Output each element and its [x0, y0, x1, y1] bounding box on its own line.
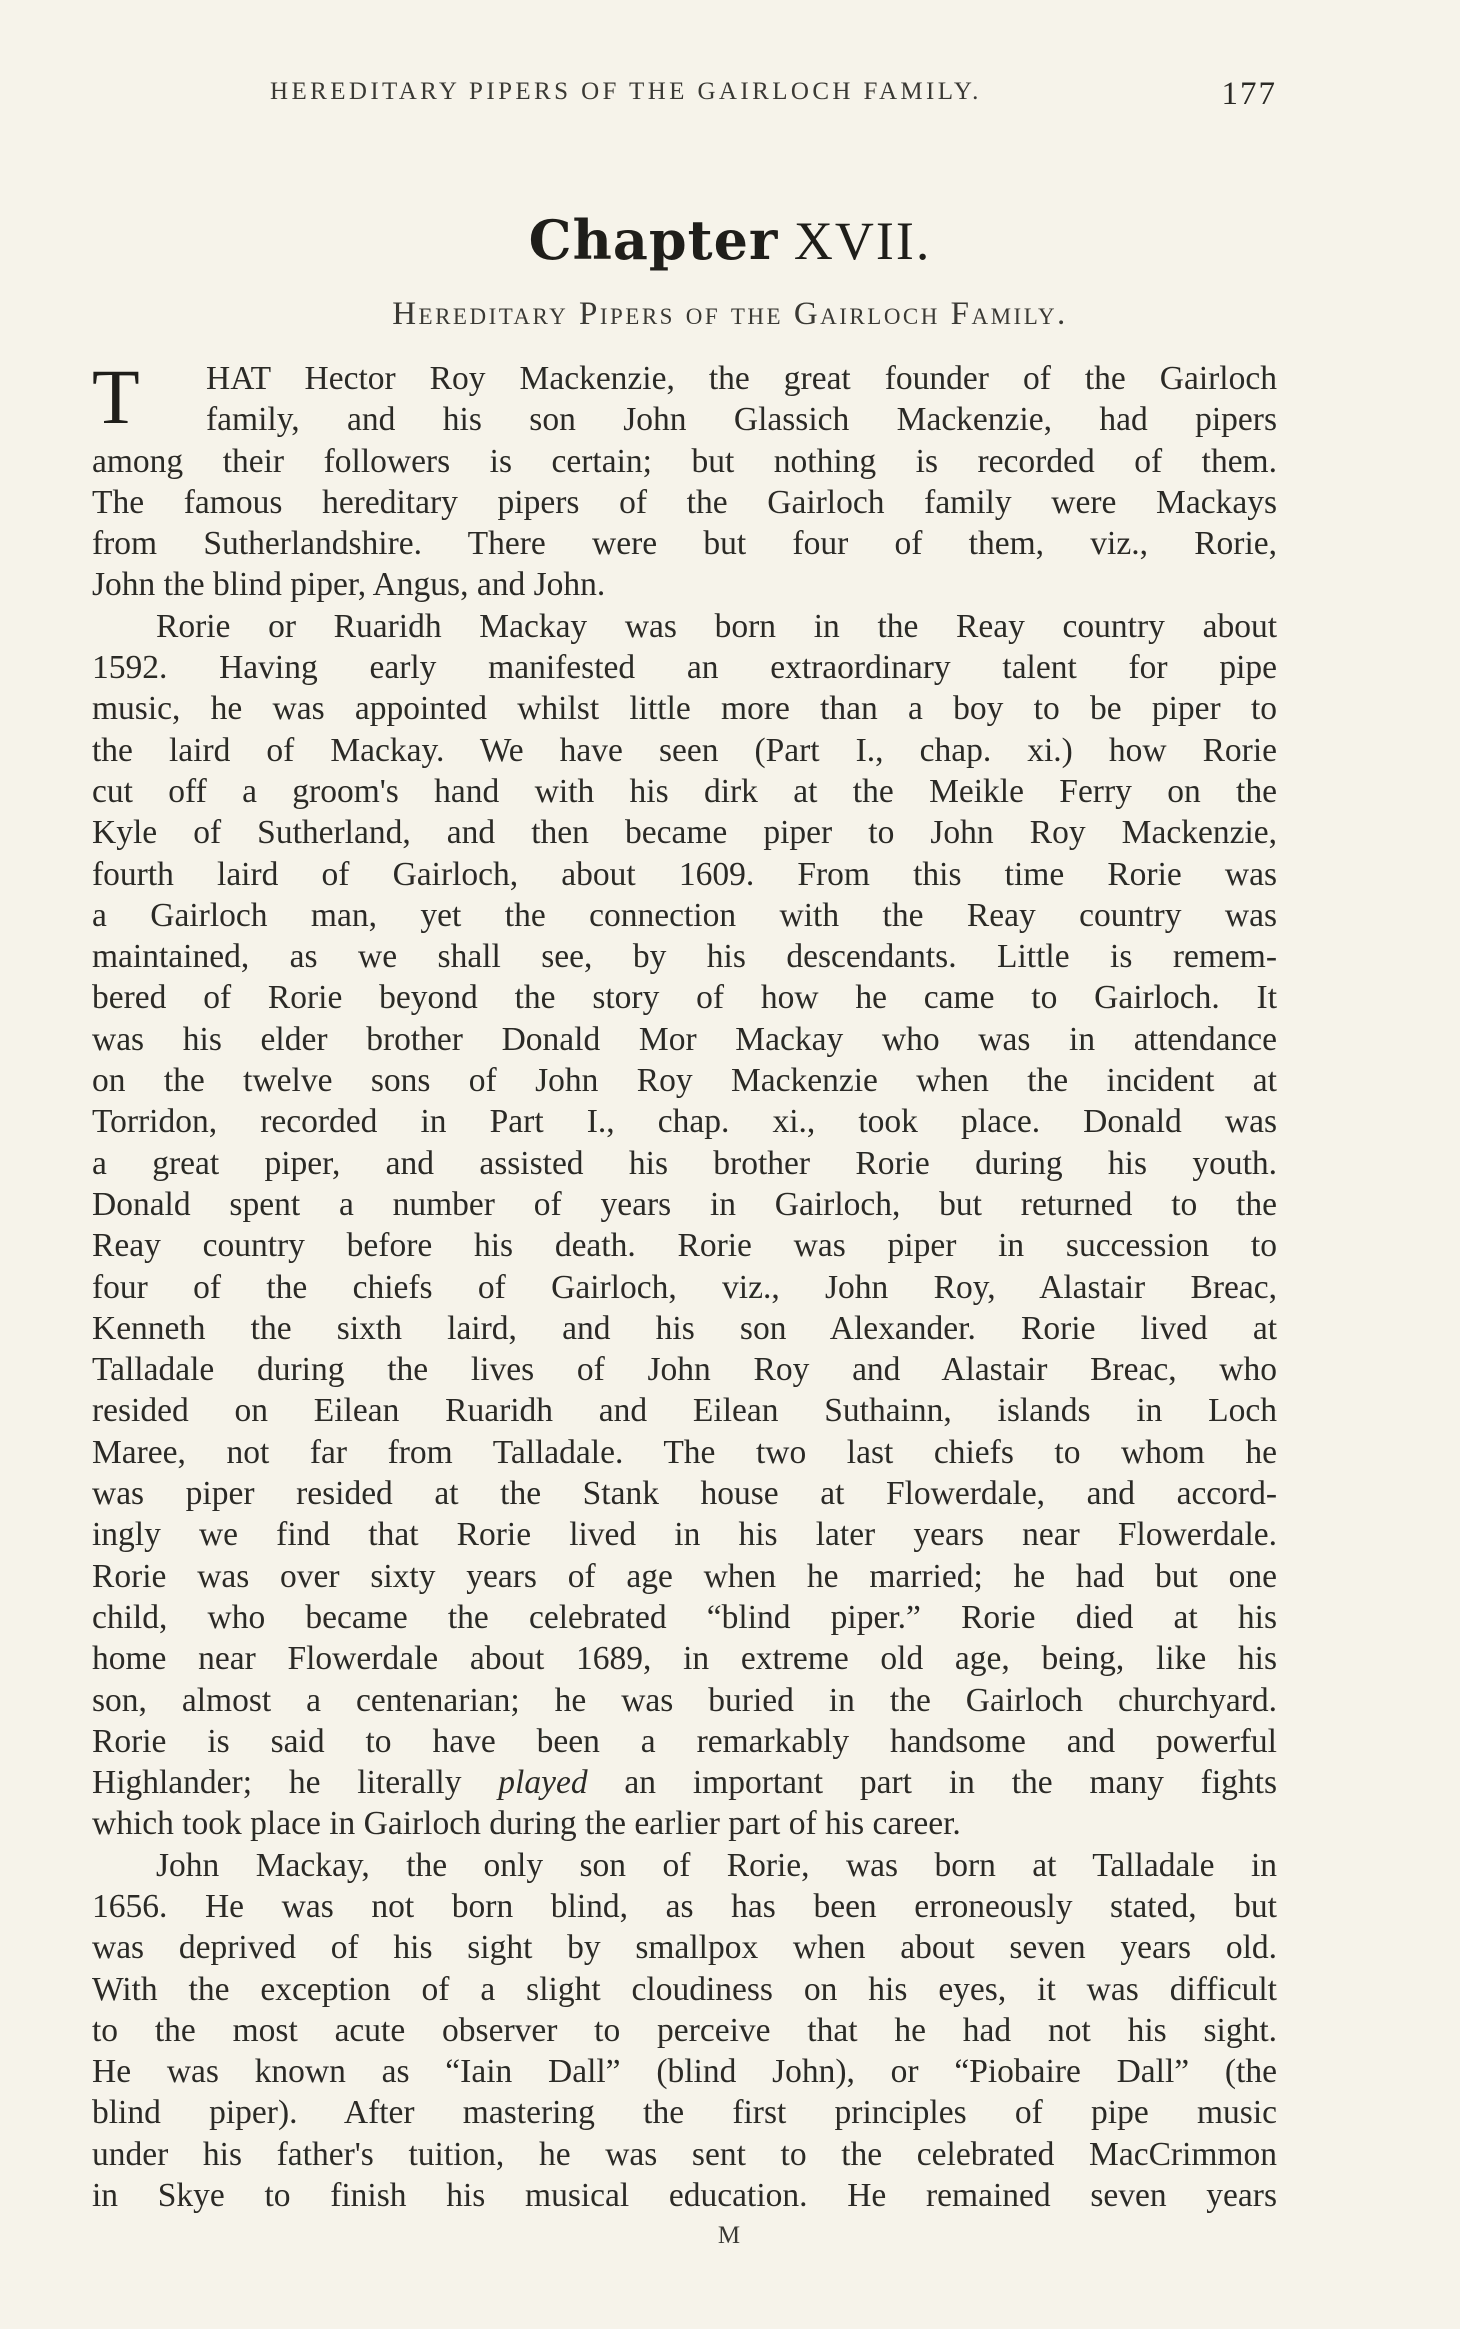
- running-title: HEREDITARY PIPERS OF THE GAIRLOCH FAMILY.: [270, 78, 982, 105]
- text-line: Kenneth the sixth laird, and his son Alexander. Rorie lived at: [92, 1309, 1277, 1347]
- chapter-number: XVII.: [793, 211, 932, 271]
- text-line: among their followers is certain; but nothing is recorded of them.: [92, 442, 1277, 480]
- text-line: on the twelve sons of John Roy Mackenzie when the incident at: [92, 1062, 1277, 1100]
- text-line: Talladale during the lives of John Roy and Alastair Breac, who: [92, 1351, 1277, 1389]
- text-line: ingly we find that Rorie lived in his later years near Flowerdale.: [92, 1516, 1277, 1554]
- body-text: [92, 353, 1277, 2216]
- chapter-title: [0, 208, 1460, 272]
- text-line: Highlander; he literally played an important part in the many fights: [92, 1764, 1277, 1802]
- text-line: was deprived of his sight by smallpox when about seven years old.: [92, 1929, 1277, 1967]
- text-line: from Sutherlandshire. There were but four of them, viz., Rorie,: [92, 525, 1277, 563]
- text-line: family, and his son John Glassich Mackenzie, had pipers: [206, 401, 1277, 439]
- text-line: was his elder brother Donald Mor Mackay who was in attendance: [92, 1020, 1277, 1058]
- text-line: Rorie was over sixty years of age when he married; he had but one: [92, 1557, 1277, 1595]
- text-line: under his father's tuition, he was sent to the celebrated MacCrimmon: [92, 2135, 1277, 2173]
- text-line: The famous hereditary pipers of the Gairloch family were Mackays: [92, 483, 1277, 521]
- text-line: Rorie is said to have been a remarkably handsome and powerful: [92, 1722, 1277, 1760]
- text-line: blind piper). After mastering the first principles of pipe music: [92, 2094, 1277, 2132]
- text-line: He was known as “Iain Dall” (blind John), or “Piobaire Dall” (the: [92, 2053, 1277, 2091]
- text-line: Reay country before his death. Rorie was piper in succession to: [92, 1227, 1277, 1265]
- text-line: to the most acute observer to perceive that he had not his sight.: [92, 2011, 1277, 2049]
- text-line: son, almost a centenarian; he was buried in the Gairloch churchyard.: [92, 1681, 1277, 1719]
- chapter-label: Chapter: [528, 208, 779, 272]
- drop-cap: T: [92, 353, 140, 440]
- text-line: Kyle of Sutherland, and then became piper to John Roy Mackenzie,: [92, 814, 1277, 852]
- page-number: 177: [1221, 76, 1277, 112]
- text-line: maintained, as we shall see, by his descendants. Little is remem-: [92, 938, 1277, 976]
- text-line: home near Flowerdale about 1689, in extreme old age, being, like his: [92, 1640, 1277, 1678]
- text-line: music, he was appointed whilst little more than a boy to be piper to: [92, 690, 1277, 728]
- text-line: fourth laird of Gairloch, about 1609. From this time Rorie was: [92, 855, 1277, 893]
- text-line: John Mackay, the only son of Rorie, was born at Talladale in: [156, 1846, 1277, 1884]
- text-line: resided on Eilean Ruaridh and Eilean Suthainn, islands in Loch: [92, 1392, 1277, 1430]
- text-line: was piper resided at the Stank house at Flowerdale, and accord-: [92, 1475, 1277, 1513]
- text-line: child, who became the celebrated “blind piper.” Rorie died at his: [92, 1598, 1277, 1636]
- running-head: [92, 78, 1277, 118]
- text-line: bered of Rorie beyond the story of how he came to Gairloch. It: [92, 979, 1277, 1017]
- text-line: HAT Hector Roy Mackenzie, the great founder of the Gairloch: [206, 360, 1277, 397]
- text-line: which took place in Gairloch during the earlier part of his career.: [92, 1805, 961, 1843]
- text-line: Rorie or Ruaridh Mackay was born in the Reay country about: [156, 607, 1277, 645]
- text-line: Donald spent a number of years in Gairloch, but returned to the: [92, 1185, 1277, 1223]
- text-line: in Skye to finish his musical education. He remained seven years: [92, 2177, 1277, 2215]
- text-line: a great piper, and assisted his brother Rorie during his youth.: [92, 1144, 1277, 1182]
- text-line: the laird of Mackay. We have seen (Part I., chap. xi.) how Rorie: [92, 731, 1277, 769]
- text-line: 1592. Having early manifested an extraordinary talent for pipe: [92, 649, 1277, 687]
- text-line: Torridon, recorded in Part I., chap. xi., took place. Donald was: [92, 1103, 1277, 1141]
- text-line: John the blind piper, Angus, and John.: [92, 566, 606, 604]
- text-line: With the exception of a slight cloudiness on his eyes, it was difficult: [92, 1970, 1277, 2008]
- italic-word: played: [498, 1764, 588, 1802]
- text-line: 1656. He was not born blind, as has been erroneously stated, but: [92, 1887, 1277, 1925]
- chapter-subtitle: Hereditary Pipers of the Gairloch Family.: [392, 296, 1068, 332]
- text-line: cut off a groom's hand with his dirk at the Meikle Ferry on the: [92, 772, 1277, 810]
- text-line: four of the chiefs of Gairloch, viz., John Roy, Alastair Breac,: [92, 1268, 1277, 1306]
- text-line: a Gairloch man, yet the connection with the Reay country was: [92, 896, 1277, 934]
- text-line: Maree, not far from Talladale. The two last chiefs to whom he: [92, 1433, 1277, 1471]
- signature-mark: M: [717, 2222, 743, 2249]
